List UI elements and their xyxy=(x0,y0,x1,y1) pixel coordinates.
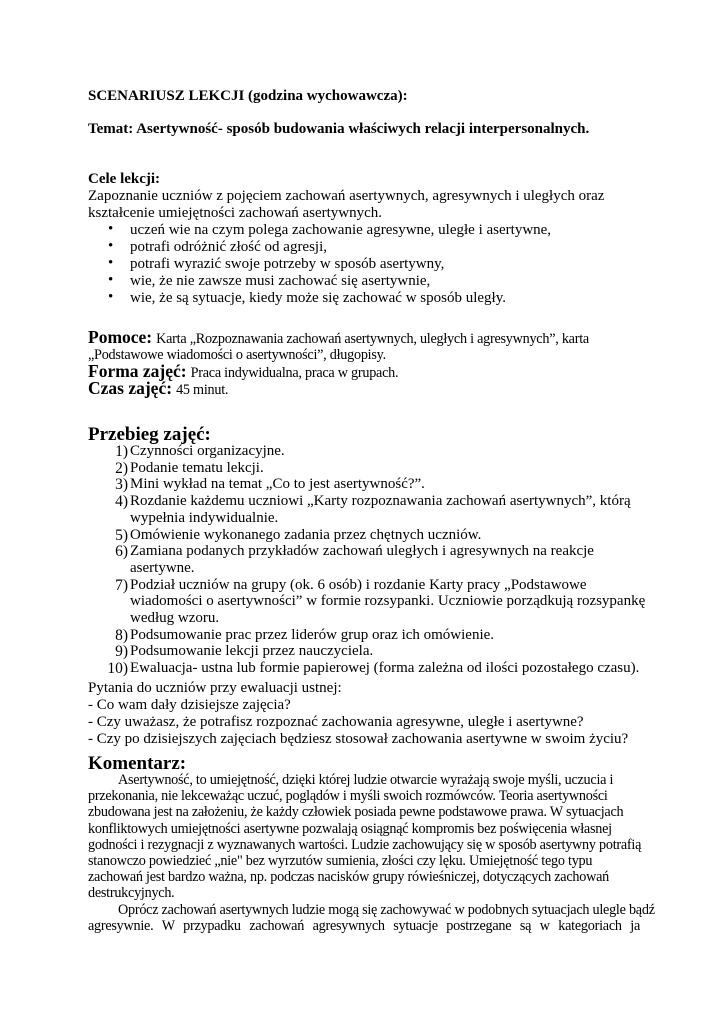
step-number: 7) xyxy=(115,576,128,594)
list-item: potrafi odróżnić złość od agresji, xyxy=(130,239,328,255)
bullet: • xyxy=(108,289,114,305)
step-number: 5) xyxy=(115,526,128,544)
step-text: Omówienie wykonanego zadania przez chętnych uczniów. xyxy=(130,526,482,543)
bullet: • xyxy=(108,272,114,288)
step-text: Podsumowanie prac przez liderów grup oraz ich omówienie. xyxy=(130,626,495,643)
step-text: Podsumowanie lekcji przez nauczyciela. xyxy=(130,643,374,660)
list-item: wie, że są sytuacje, kiedy może się zachować w sposób uległy. xyxy=(130,290,506,306)
comment-line: agresywnie. W przypadku zachowań agresywnych sytuacje postrzegane są w kategoriach ja xyxy=(88,917,640,934)
step-number: 10) xyxy=(107,660,128,678)
time-line xyxy=(88,379,228,399)
form-text: Praca indywidualna, praca w grupach. xyxy=(190,365,399,381)
comment-line: stanowczo powiedzieć „nie" bez wyrzutów sumienia, złości czy lęku. Umiejętność tego typu xyxy=(88,853,593,869)
comment-line: destrukcyjnych. xyxy=(88,885,175,902)
time-text: 45 minut. xyxy=(176,382,229,398)
step-text: według wzoru. xyxy=(130,610,220,626)
step-text: Rozdanie każdemu uczniowi „Karty rozpoznawania zachowań asertywnych”, którą xyxy=(130,493,631,510)
comment-line: godności i rezygnacji z wyznawanych wartości. Ludzie zachowujący się w sposób asertywny potrafią xyxy=(88,836,642,853)
aids-text: Karta „Rozpoznawania zachowań asertywnych, uległych i agresywnych”, karta xyxy=(156,331,589,347)
step-text: Czynności organizacyjne. xyxy=(130,443,285,459)
comment-line: Oprócz zachowań asertywnych ludzie mogą się zachowywać w podobnych sytuacjach ulegle bądź xyxy=(118,901,655,918)
lesson-title: SCENARIUSZ LEKCJI (godzina wychowawcza): xyxy=(88,88,408,104)
step-text: Podział uczniów na grupy (ok. 6 osób) i rozdanie Karty pracy „Podstawowe xyxy=(130,576,587,593)
step-number: 9) xyxy=(115,643,128,661)
questions-intro: Pytania do uczniów przy ewaluacji ustnej: xyxy=(88,680,342,696)
comment-line: zachowań jest bardzo ważna, np. podczas nacisków grupy rówieśniczej, dotyczących zachowań xyxy=(88,869,609,886)
step-text: Podanie tematu lekcji. xyxy=(130,459,264,476)
step-text: wypełnia indywidualnie. xyxy=(130,509,279,526)
time-label: Czas zajęć: xyxy=(88,378,173,398)
list-item: wie, że nie zawsze musi zachować się asertywnie, xyxy=(130,273,431,289)
bullet: • xyxy=(108,221,114,237)
step-text: wiadomości o asertywności” w formie rozsypanki. Uczniowie porządkują rozsypankę xyxy=(130,593,646,610)
form-label: Forma zajęć: xyxy=(88,361,187,381)
bullet: • xyxy=(108,238,114,254)
question-item: - Czy uważasz, że potrafisz rozpoznać zachowania agresywne, uległe i asertywne? xyxy=(88,714,584,730)
question-item: - Czy po dzisiejszych zajęciach będziesz stosował zachowania asertywne w swoim życiu? xyxy=(88,731,629,747)
goals-heading: Cele lekcji: xyxy=(88,171,161,187)
list-item: potrafi wyrazić swoje potrzeby w sposób asertywny, xyxy=(130,256,445,272)
list-item: uczeń wie na czym polega zachowanie agresywne, uległe i asertywne, xyxy=(130,222,552,238)
comment-line: zbudowana jest na założeniu, że każdy człowiek posiada pewne podstawowe prawa. W sytuacjach xyxy=(88,804,624,821)
comment-line: Asertywność, to umiejętność, dzięki której ludzie otwarcie wyrażają swoje myśli, uczucia i xyxy=(118,772,614,788)
aids-text-continued: „Podstawowe wiadomości o asertywności”, długopisy. xyxy=(88,347,386,363)
bullet: • xyxy=(108,255,114,271)
course-heading: Przebieg zajęć: xyxy=(88,424,211,445)
comment-heading: Komentarz: xyxy=(88,753,187,774)
step-text: Mini wykład na temat „Co to jest asertywność?”. xyxy=(130,476,425,493)
step-text: Ewaluacja- ustna lub formie papierowej (forma zależna od ilości pozostałego czasu). xyxy=(130,660,640,677)
goals-intro-line: Zapoznanie uczniów z pojęciem zachowań asertywnych, agresywnych i uległych oraz xyxy=(88,188,605,204)
step-number: 6) xyxy=(115,543,128,561)
aids-label: Pomoce: xyxy=(88,327,153,347)
step-number: 8) xyxy=(115,626,128,644)
step-number: 2) xyxy=(115,459,128,477)
step-text: Zamiana podanych przykładów zachowań uległych i agresywnych na reakcje xyxy=(130,543,594,560)
goals-intro-line: kształcenie umiejętności zachowań asertywnych. xyxy=(88,205,383,221)
aids-line xyxy=(88,328,589,348)
step-number: 1) xyxy=(115,443,128,460)
question-item: - Co wam dały dzisiejsze zajęcia? xyxy=(88,697,291,713)
lesson-topic: Temat: Asertywność- sposób budowania właściwych relacji interpersonalnych. xyxy=(88,121,590,137)
comment-line: konfliktowych umiejętności asertywne pozwalają osiągnąć kompromis bez poświęcenia własnej xyxy=(88,820,612,837)
step-number: 4) xyxy=(115,493,128,511)
step-number: 3) xyxy=(115,476,128,494)
comment-line: przekonania, nie lekceważąc uczuć, poglądów i myśli swoich rozmówców. Teoria asertywności xyxy=(88,788,608,805)
step-text: asertywne. xyxy=(130,559,195,576)
